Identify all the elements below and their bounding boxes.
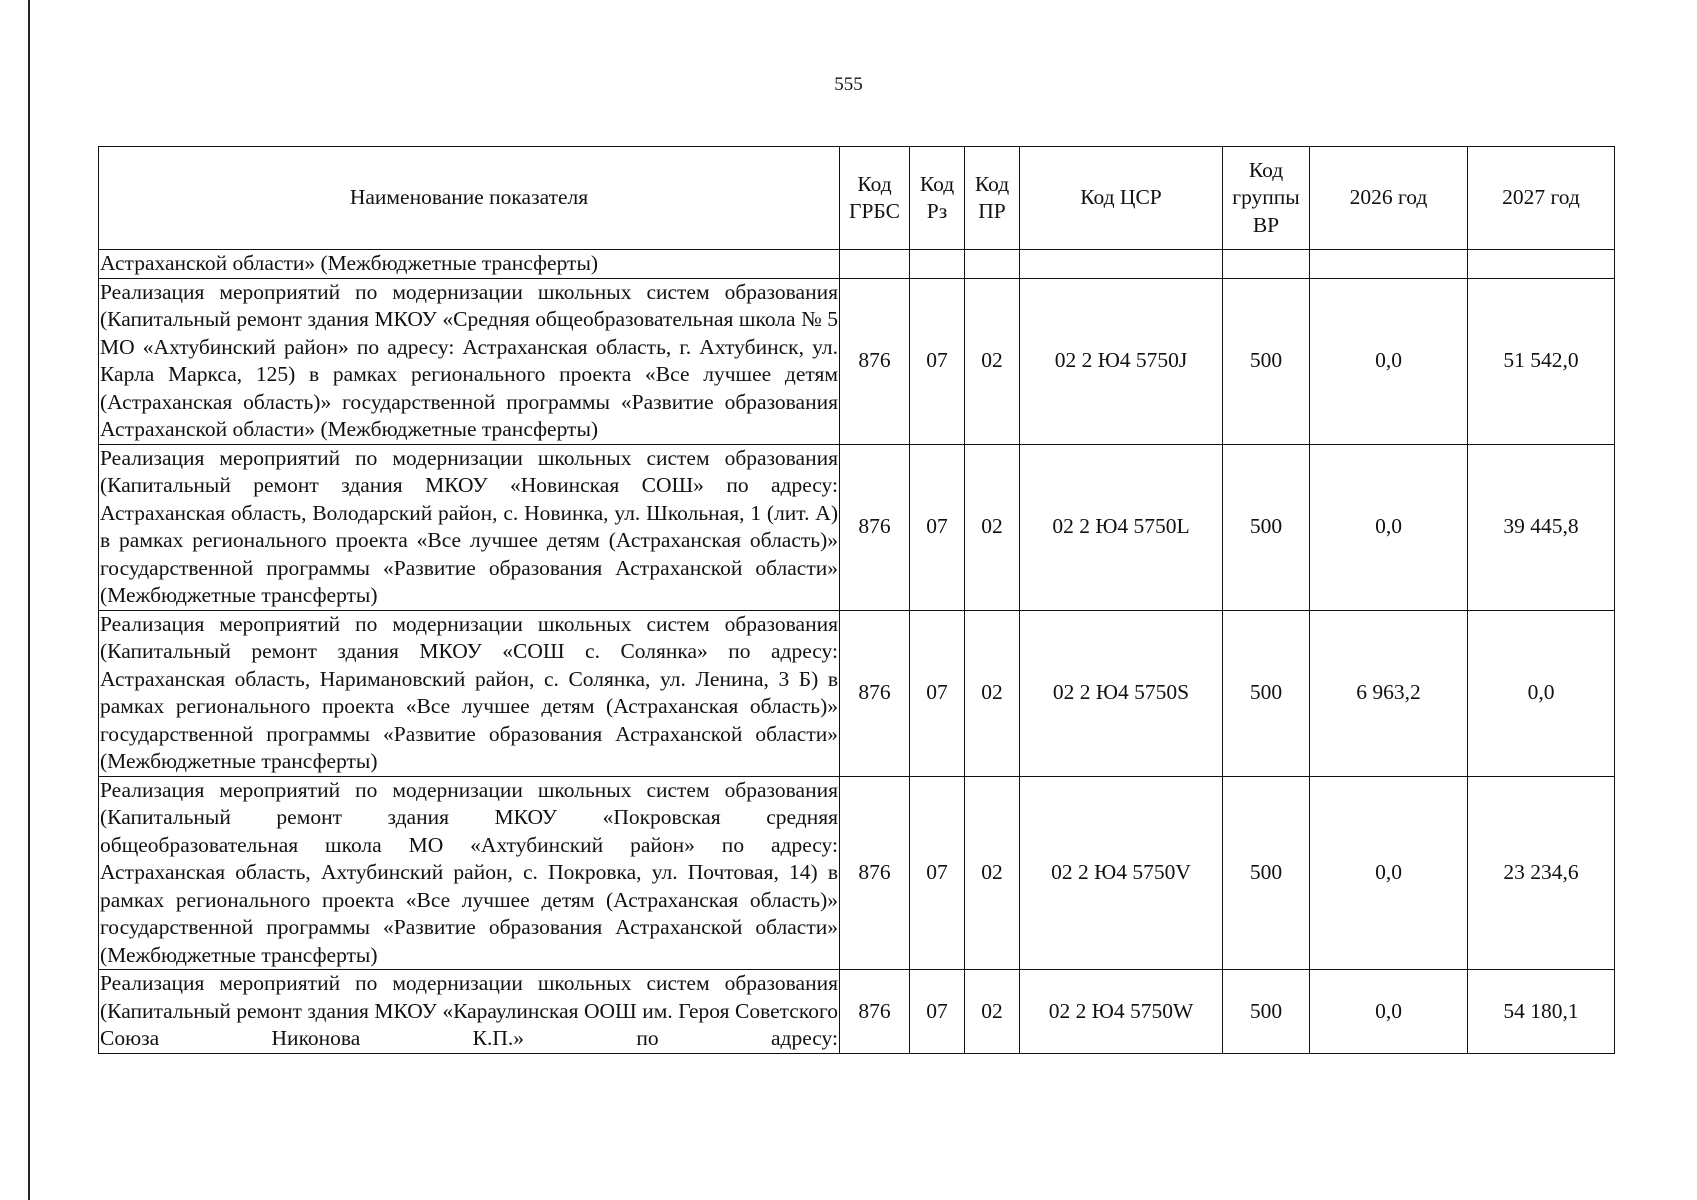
cell-rz: 07 (910, 278, 965, 444)
cell-rz: 07 (910, 444, 965, 610)
cell-name: Реализация мероприятий по модернизации школьных систем образования (Капитальный ремонт здания МКОУ «СОШ с. Солянка» по адресу: Астраханская область, Наримановский район, с. Солянка, ул. Ленина, 3 Б) в рамках регионального проекта «Все лучшее детям (Астраханская область)» государственной программы «Развитие образования Астраханской области» (Межбюджетные трансферты) (99, 610, 840, 776)
cell-csr: 02 2 Ю4 5750J (1020, 278, 1223, 444)
header-2026: 2026 год (1310, 147, 1468, 250)
header-grbs: Код ГРБС (840, 147, 910, 250)
header-csr: Код ЦСР (1020, 147, 1223, 250)
cell-empty (965, 250, 1020, 279)
table-row (99, 776, 1615, 970)
cell-pr: 02 (965, 970, 1020, 1054)
table-row-continuation (99, 250, 1615, 279)
cell-2026: 0,0 (1310, 970, 1468, 1054)
cell-grbs: 876 (840, 610, 910, 776)
cell-empty (910, 250, 965, 279)
cell-grbs: 876 (840, 970, 910, 1054)
cell-csr: 02 2 Ю4 5750V (1020, 776, 1223, 970)
cell-2027: 51 542,0 (1468, 278, 1615, 444)
cell-empty (1468, 250, 1615, 279)
cell-2027: 0,0 (1468, 610, 1615, 776)
cell-grbs: 876 (840, 776, 910, 970)
cell-grbs: 876 (840, 278, 910, 444)
cell-2026: 0,0 (1310, 776, 1468, 970)
header-rz: Код Рз (910, 147, 965, 250)
cell-csr: 02 2 Ю4 5750S (1020, 610, 1223, 776)
budget-table (98, 146, 1615, 1054)
cell-rz: 07 (910, 610, 965, 776)
cell-2027: 39 445,8 (1468, 444, 1615, 610)
cell-2026: 0,0 (1310, 444, 1468, 610)
header-2027: 2027 год (1468, 147, 1615, 250)
cell-pr: 02 (965, 444, 1020, 610)
cell-name: Астраханской области» (Межбюджетные трансферты) (99, 250, 840, 279)
header-pr: Код ПР (965, 147, 1020, 250)
page-number: 555 (834, 74, 863, 95)
cell-empty (1223, 250, 1310, 279)
table-row (99, 970, 1615, 1054)
cell-name: Реализация мероприятий по модернизации школьных систем образования (Капитальный ремонт здания МКОУ «Средняя общеобразовательная школа № 5 МО «Ахтубинский район» по адресу: Астраханская область, г. Ахтубинск, ул. Карла Маркса, 125) в рамках регионального проекта «Все лучшее детям (Астраханская область)» государственной программы «Развитие образования Астраханской области» (Межбюджетные трансферты) (99, 278, 840, 444)
cell-2026: 0,0 (1310, 278, 1468, 444)
cell-pr: 02 (965, 278, 1020, 444)
header-vr: Код группы ВР (1223, 147, 1310, 250)
cell-2027: 54 180,1 (1468, 970, 1615, 1054)
table-row (99, 610, 1615, 776)
cell-rz: 07 (910, 970, 965, 1054)
table-header-row (99, 147, 1615, 250)
cell-empty (1020, 250, 1223, 279)
cell-vr: 500 (1223, 278, 1310, 444)
cell-vr: 500 (1223, 610, 1310, 776)
cell-vr: 500 (1223, 776, 1310, 970)
cell-csr: 02 2 Ю4 5750L (1020, 444, 1223, 610)
cell-rz: 07 (910, 776, 965, 970)
table-row (99, 278, 1615, 444)
page-binding-line (28, 0, 30, 1200)
cell-name: Реализация мероприятий по модернизации школьных систем образования (Капитальный ремонт здания МКОУ «Караулинская ООШ им. Героя Советского Союза Никонова К.П.» по адресу: (99, 970, 840, 1054)
cell-csr: 02 2 Ю4 5750W (1020, 970, 1223, 1054)
cell-empty (840, 250, 910, 279)
table-row (99, 444, 1615, 610)
cell-vr: 500 (1223, 970, 1310, 1054)
cell-pr: 02 (965, 610, 1020, 776)
cell-grbs: 876 (840, 444, 910, 610)
header-name: Наименование показателя (99, 147, 840, 250)
cell-name: Реализация мероприятий по модернизации школьных систем образования (Капитальный ремонт здания МКОУ «Покровская средняя общеобразовательная школа МО «Ахтубинский район» по адресу: Астраханская область, Ахтубинский район, с. Покровка, ул. Почтовая, 14) в рамках регионального проекта «Все лучшее детям (Астраханская область)» государственной программы «Развитие образования Астраханской области» (Межбюджетные трансферты) (99, 776, 840, 970)
cell-2026: 6 963,2 (1310, 610, 1468, 776)
cell-name: Реализация мероприятий по модернизации школьных систем образования (Капитальный ремонт здания МКОУ «Новинская СОШ» по адресу: Астраханская область, Володарский район, с. Новинка, ул. Школьная, 1 (лит. А) в рамках регионального проекта «Все лучшее детям (Астраханская область)» государственной программы «Развитие образования Астраханской области» (Межбюджетные трансферты) (99, 444, 840, 610)
cell-vr: 500 (1223, 444, 1310, 610)
cell-2027: 23 234,6 (1468, 776, 1615, 970)
cell-empty (1310, 250, 1468, 279)
cell-pr: 02 (965, 776, 1020, 970)
